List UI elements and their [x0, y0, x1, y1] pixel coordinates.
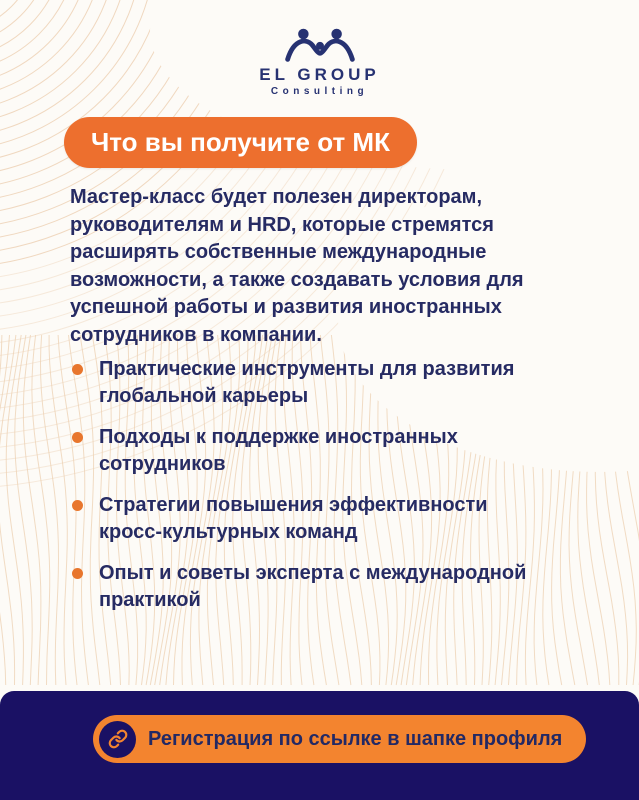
benefit-label: Стратегии повышения эффективности кросс-культурных команд: [99, 494, 488, 543]
link-icon: [108, 729, 128, 749]
footer-band: [0, 691, 639, 800]
benefit-item: [70, 492, 540, 546]
bullet-dot-icon: [72, 568, 83, 579]
benefits-list: [70, 356, 540, 628]
bullet-dot-icon: [72, 432, 83, 443]
benefit-label: Подходы к поддержке иностранных сотрудников: [99, 426, 458, 475]
benefit-label: Практические инструменты для развития глобальной карьеры: [99, 358, 515, 407]
link-icon-badge: [99, 721, 136, 758]
page-title: Что вы получите от МК: [64, 117, 417, 168]
people-family-icon: [285, 26, 355, 63]
benefit-item: [70, 560, 540, 614]
bullet-dot-icon: [72, 500, 83, 511]
brand-tagline: Consulting: [270, 86, 369, 97]
benefit-label: Опыт и советы эксперта с международной практикой: [99, 562, 527, 611]
brand-logo: [0, 26, 639, 97]
benefit-item: [70, 356, 540, 410]
intro-text: Мастер-класс будет полезен директорам, руководителям и HRD, которые стремятся расширять собственные международные возможности, а также создавать условия для успешной работы и развития иностранных сотрудников в компании.: [70, 186, 524, 346]
benefit-item: [70, 424, 540, 478]
brand-name: EL GROUP: [259, 65, 380, 84]
cta-label: Регистрация по ссылке в шапке профиля: [148, 727, 563, 750]
registration-cta-button[interactable]: [93, 715, 586, 763]
bullet-dot-icon: [72, 364, 83, 375]
